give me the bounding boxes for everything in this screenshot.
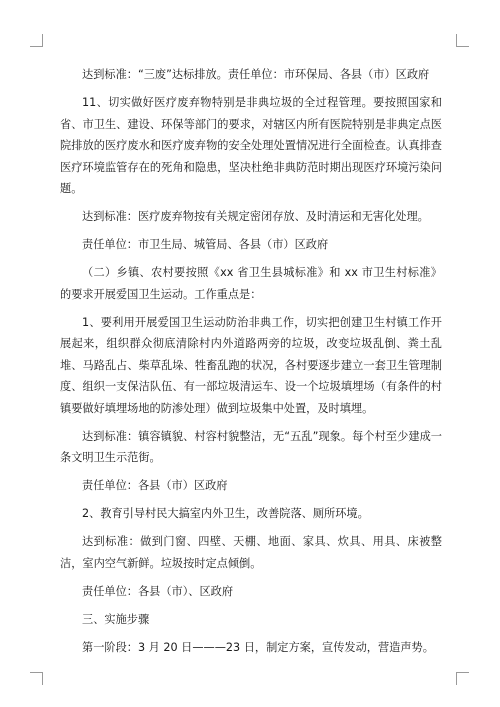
paragraph-phase-one: 第一阶段：3 月 20 日———23 日，制定方案，宣传发动，营造声势。 xyxy=(82,640,434,654)
paragraph-standard-medical-waste: 达到标准：医疗废弃物按有关规定密闭存放、及时清运和无害化处理。 xyxy=(82,210,429,223)
paragraph-item-2-indoor-hygiene: 2、教育引导村民大搞室内外卫生，改善院落、厕所环境。 xyxy=(82,507,369,520)
crop-mark-top-right xyxy=(456,34,469,47)
paragraph-standard-indoor: 达到标准：做到门窗、四壁、天棚、地面、家具、炊具、用具、床被整洁，室内空气新鲜。垃圾按时定点倾倒。 xyxy=(60,535,442,570)
paragraph-item-11-medical-waste: 11、切实做好医疗废弃物特别是非典垃圾的全过程管理。要按照国家和省、市卫生、建设、环保等部门的要求，对辖区内所有医院特别是非典定点医院排放的医疗废水和医疗废弃物的安全处理处置情况进行全面检查。认真排查医疗环境监管存在的死角和隐患，坚决杜绝非典防范时期出现医疗环境污染问题。 xyxy=(60,96,442,195)
paragraph-section-two-towns-villages: （二）乡镇、农村要按照《xx 省卫生县城标准》和 xx 市卫生村标准》的要求开展爱国卫生运动。工作重点是： xyxy=(60,266,442,301)
crop-mark-bottom-right xyxy=(456,672,469,685)
paragraph-responsible-units-health: 责任单位：市卫生局、城管局、各县（市）区政府 xyxy=(82,238,329,251)
paragraph-responsible-units-county-district: 责任单位：各县（市）、区政府 xyxy=(82,584,234,598)
paragraph-standard-village-appearance: 达到标准：镇容镇貌、村容村貌整洁，无“五乱”现象。每个村至少建成一条文明卫生示范街。 xyxy=(60,429,442,464)
document-body xyxy=(60,64,442,665)
paragraph-responsible-units-county: 责任单位：各县（市）区政府 xyxy=(82,479,228,492)
crop-mark-top-left xyxy=(30,34,43,47)
crop-mark-bottom-left xyxy=(30,672,43,685)
section-heading-implementation-steps: 三、实施步骤 xyxy=(82,612,150,626)
paragraph-item-1-village-sanitation: 1、要利用开展爱国卫生运动防治非典工作，切实把创建卫生村镇工作开展起来，组织群众彻底清除村内外道路两旁的垃圾，改变垃圾乱倒、粪土乱堆、马路乱占、柴草乱垛、牲畜乱跑的状况，各村要逐步建立一套卫生管理制度、组织一支保洁队伍、有一部垃圾清运车、设一个垃圾填埋场（有条件的村镇要做好填埋场地的防渗处理）做到垃圾集中处置，及时填埋。 xyxy=(60,315,442,415)
paragraph-standard-three-wastes: 达到标准：“三废”达标排放。责任单位：市环保局、各县（市）区政府 xyxy=(82,68,430,81)
